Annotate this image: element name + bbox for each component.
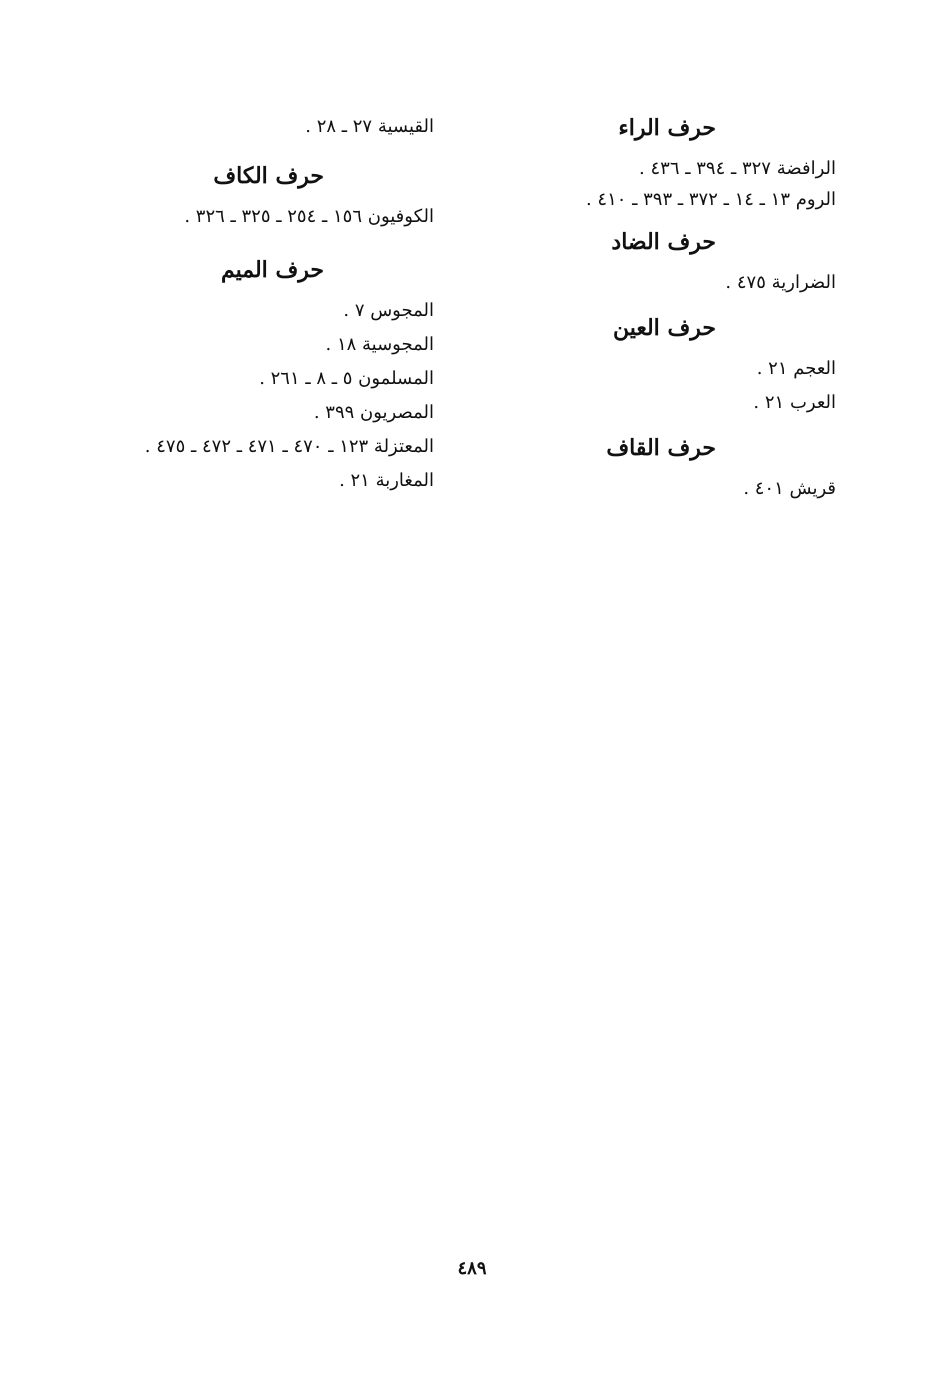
section-ayn [496,310,836,420]
index-entry: المجوس ٧ . [343,300,434,321]
index-entry: قريش ٤٠١ . [743,478,836,499]
index-entry: المصريون ٣٩٩ . [313,402,434,423]
index-entry: الروم ١٣ ـ ١٤ ـ ٣٧٢ ـ ٣٩٣ ـ ٤١٠ . [585,189,836,210]
section-kaf [54,158,434,234]
index-entry: الضرارية ٤٧٥ . [725,272,836,293]
index-entry: الرافضة ٣٢٧ ـ ٣٩٤ ـ ٤٣٦ . [639,158,836,179]
section-heading: حرف الضاد [611,229,716,255]
section-meem [54,252,434,498]
index-entry: المسلمون ٥ ـ ٨ ـ ٢٦١ . [259,368,434,389]
index-entry: العرب ٢١ . [753,392,836,413]
left-column [54,110,434,508]
index-entry: العجم ٢١ . [756,358,836,379]
index-entry: الكوفيون ١٥٦ ـ ٢٥٤ ـ ٣٢٥ ـ ٣٢٦ . [184,206,434,227]
section-qaf [496,430,836,506]
index-entry: المجوسية ١٨ . [325,334,434,355]
section-heading: حرف العين [612,315,716,341]
index-entry: المعتزلة ١٢٣ ـ ٤٧٠ ـ ٤٧١ ـ ٤٧٢ ـ ٤٧٥ . [144,436,434,457]
index-entry: المغاربة ٢١ . [339,470,434,491]
section-heading: حرف الراء [618,115,716,141]
section-heading: حرف الكاف [213,163,324,189]
section-dad [496,224,836,300]
page-number: ٤٨٩ [457,1258,487,1279]
section-raa [496,110,836,214]
index-entry: القيسية ٢٧ ـ ٢٨ . [305,116,434,137]
section-heading: حرف القاف [606,435,716,461]
right-column [496,110,836,516]
section-heading: حرف الميم [220,257,324,283]
